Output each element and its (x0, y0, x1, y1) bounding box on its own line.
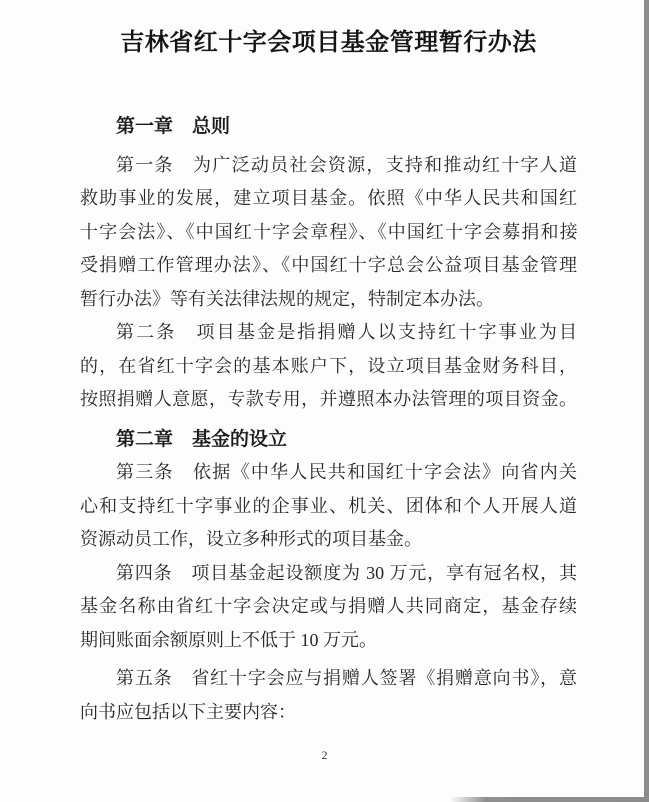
doc-line: 十字会法》、《中国红十字会章程》、《中国红十字会募捐和接 (80, 221, 577, 242)
doc-line: 第一条 为广泛动员社会资源，支持和推动红十字人道 (116, 154, 577, 175)
chapter-heading: 第一章 总则 (116, 116, 231, 137)
doc-line: 向书应包括以下主要内容： (80, 701, 296, 722)
document-content (80, 26, 577, 729)
doc-line: 第三条 依据《中华人民共和国红十字会法》向省内关 (116, 462, 577, 482)
doc-line: 期间账面余额原则上不低于 10 万元。 (80, 629, 377, 650)
doc-line: 资源动员工作，设立多种形式的项目基金。 (80, 529, 422, 549)
page-number: 2 (321, 748, 328, 762)
scan-edge-bottom (450, 797, 649, 802)
doc-line: 救助事业的发展，建立项目基金。依照《中华人民共和国红 (80, 188, 577, 208)
doc-line: 暂行办法》等有关法律法规的规定，特制定本办法。 (80, 288, 494, 309)
doc-line: 心和支持红十字事业的企事业、机关、团体和个人开展人道 (80, 495, 577, 516)
scan-edge-right (644, 0, 649, 802)
chapter-heading: 第二章 基金的设立 (116, 428, 288, 450)
doc-line: 受捐赠工作管理办法》、《中国红十字总会公益项目基金管理 (80, 255, 577, 275)
doc-line: 按照捐赠人意愿，专款专用，并遵照本办法管理的项目资金。 (80, 389, 577, 409)
doc-line: 第五条 省红十字会应与捐赠人签署《捐赠意向书》，意 (116, 668, 577, 688)
doc-line: 第二条 项目基金是指捐赠人以支持红十字事业为目 (116, 322, 577, 342)
doc-line: 的，在省红十字会的基本账户下，设立项目基金财务科目， (80, 355, 577, 376)
document-title: 吉林省红十字会项目基金管理暂行办法 (120, 30, 537, 56)
doc-line: 第四条 项目基金起设额度为 30 万元，享有冠名权，其 (116, 562, 577, 583)
doc-line: 基金名称由省红十字会决定或与捐赠人共同商定，基金存续 (80, 596, 577, 616)
